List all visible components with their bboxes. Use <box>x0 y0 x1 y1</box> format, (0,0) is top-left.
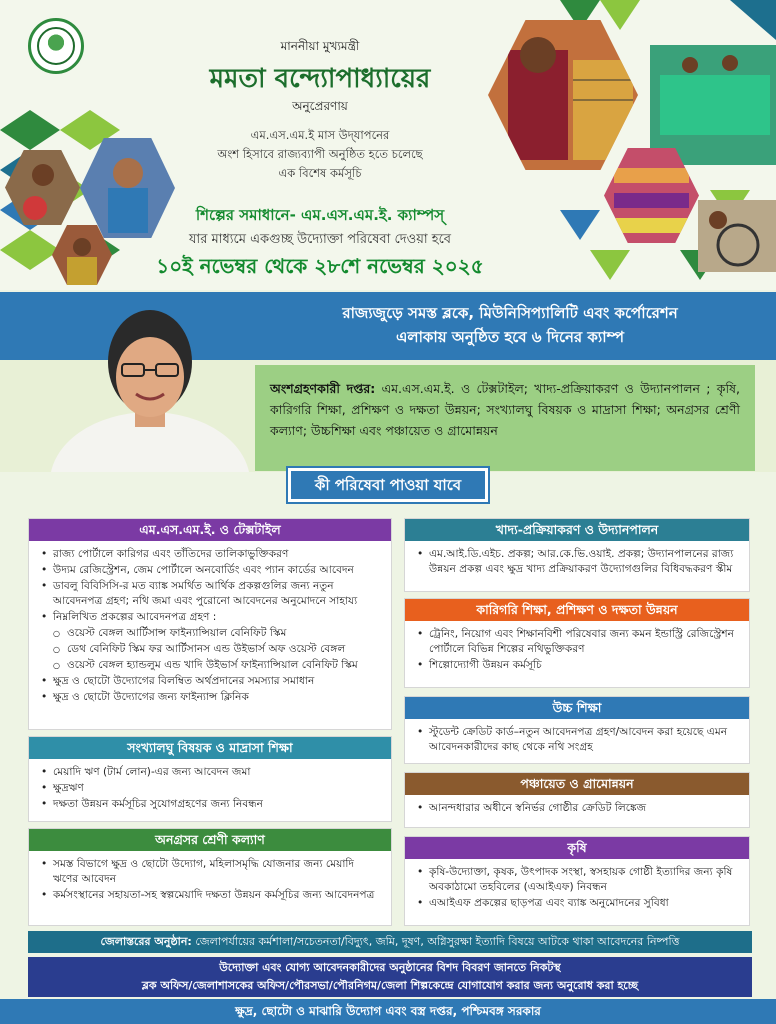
cm-name: মমতা বন্দ্যোপাধ্যায়ের <box>209 64 431 94</box>
chief-minister-portrait <box>40 292 260 472</box>
list-item: • নিম্নলিখিত প্রকল্পের আবেদনপত্র গ্রহণ : <box>41 610 381 625</box>
list-subitem: ○ ওয়েস্ট বেঙ্গল আর্টিসান্স ফাইন্যান্সিয়াল বেনিফিট স্কিম <box>41 626 381 641</box>
factory-work-photo <box>650 45 776 165</box>
departments-label: অংশগ্রহণকারী দপ্তর: <box>270 381 376 396</box>
panel-title: কৃষি <box>405 837 749 859</box>
campaign-subtagline: যার মাধ্যমে একগুচ্ছ উদ্যোক্তা পরিষেবা দেওয়া হবে <box>188 232 452 247</box>
contact-info-strip <box>28 957 752 997</box>
service-list <box>405 541 749 582</box>
higher-education-panel <box>404 696 750 764</box>
list-item: • দক্ষতা উন্নয়ন কর্মসূচির সুযোগগ্রহণের জন্য নিবন্ধন <box>41 797 381 812</box>
description-line: এম.এস.এম.ই মাস উদ্‌যাপনের <box>250 128 390 142</box>
panel-title: সংখ্যালঘু বিষয়ক ও মাদ্রাসা শিক্ষা <box>29 737 391 759</box>
list-subitem: ○ ওয়েস্ট বেঙ্গল হ্যান্ডলুম এন্ড খাদি উইভার্স ফাইন্যান্সিয়াল বেনিফিট স্কিম <box>41 658 381 673</box>
panel-title: কারিগরি শিক্ষা, প্রশিক্ষণ ও দক্ষতা উন্নয়ন <box>405 599 749 621</box>
list-item: • কর্মসংস্থানের সহায়তা-সহ স্বল্পমেয়াদি দক্ষতা উন্নয়ন কর্মসূচির জন্য আবেদনপত্র <box>41 888 381 903</box>
participating-departments <box>270 378 740 441</box>
service-list <box>29 759 391 817</box>
district-text: জেলাপর্যায়ের কর্মশালা/সচেতনতা/বিদ্যুৎ, জমি, দূষণ, অগ্নিসুরক্ষা ইত্যাদি বিষয়ে আটকে থাকা আবেদনের নিষ্পত্তি <box>195 935 680 948</box>
district-program-strip <box>28 931 752 953</box>
service-list <box>29 541 391 710</box>
backward-class-panel <box>28 828 392 926</box>
service-list <box>405 795 749 821</box>
list-item: • সমস্ত বিভাগে ক্ষুদ্র ও ছোটো উদ্যোগ, মহিলাসমৃদ্ধি যোজনার জন্য মেয়াদি ঋণের আবেদন <box>41 857 381 887</box>
list-item: • মেয়াদি ঋণ (টার্ম লোন)-এর জন্য আবেদন জমা <box>41 765 381 780</box>
technical-education-panel <box>404 598 750 688</box>
header-section <box>0 0 776 290</box>
food-processing-panel <box>404 518 750 592</box>
district-label: জেলাস্তরের অনুষ্ঠান: <box>100 935 192 948</box>
banner-text <box>290 301 730 349</box>
list-item: • স্টুডেন্ট ক্রেডিট কার্ড–নতুন আবেদনপত্র গ্রহণ/আবেদন করা হয়েছে এমন আবেদনকারীদের কাছ থেকে নথি সংগ্রহ <box>417 725 739 755</box>
list-item: • এম.আই.ডি.এইচ. প্রকল্প; আর.কে.ভি.ওয়াই. প্রকল্প; উদ্যানপালনের রাজ্য উন্নয়ন প্রকল্প এবং ক্ষুদ্র খাদ্য প্রক্রিয়াকরণ উদ্যোগগুলির বিধিবদ্ধকরণ স্কীম <box>417 547 739 577</box>
minority-affairs-panel <box>28 736 392 822</box>
banner-line: রাজ্যজুড়ে সমস্ত ব্লকে, মিউনিসিপ্যালিটি এবং কর্পোরেশন <box>342 304 678 322</box>
panel-title: এম.এস.এম.ই. ও টেক্সটাইল <box>29 519 391 541</box>
msme-textile-panel <box>28 518 392 730</box>
list-item: • এআইএফ প্রকল্পের ছাড়পত্র এবং ব্যাঙ্ক অনুমোদনের সুবিধা <box>417 896 739 911</box>
service-list <box>29 851 391 908</box>
panel-title: খাদ্য-প্রক্রিয়াকরণ ও উদ্যানপালন <box>405 519 749 541</box>
departments-list: এম.এস.এম.ই. ও টেক্সটাইল; খাদ্য-প্রক্রিয়াকরণ ও উদ্যানপালন ; কৃষি, কারিগরি শিক্ষা, প্রশিক্ষণ ও দক্ষতা উন্নয়ন; সংখ্যালঘু বিষয়ক ও মাদ্রাসা শিক্ষা; অনগ্রসর শ্রেণী কল্যাণ; উচ্চশিক্ষা এবং পঞ্চায়েত ও গ্রামোন্নয়ন <box>270 381 740 438</box>
list-item: • ট্রেনিং, নিয়োগ এবং শিক্ষানবিশী পরিষেবার জন্য কমন ইন্ডাস্ট্রি রেজিস্ট্রেশন পোর্টালে বিভিন্ন শিল্পের নথিভুক্তিকরণ <box>417 627 739 657</box>
list-item: • ক্ষুদ্র ও ছোটো উদ্যোগের বিলম্বিত অর্থপ্রদানের সমস্যার সমাধান <box>41 674 381 689</box>
event-description <box>160 126 480 183</box>
description-line: এক বিশেষ কর্মসূচি <box>278 166 362 180</box>
list-item: • ডাবলু বিবিসিসি-র মত ব্যাঙ্ক সমর্থিত আর্থিক প্রকল্পগুলির জন্য নতুন আবেদনপত্র গ্রহণ; নথি জমা এবং পুরোনো আবেদনের অনুমোদনে সাহায্য <box>41 579 381 609</box>
service-list <box>405 621 749 678</box>
list-item: • ক্ষুদ্রঋণ <box>41 781 381 796</box>
agriculture-panel <box>404 836 750 926</box>
cm-title: মাননীয়া মুখ্যমন্ত্রী <box>280 39 360 53</box>
list-item: • উদ্যম রেজিস্ট্রেশন, জেম পোর্টালে অনবোর্ডিং এবং প্যান কার্ডের আবেদন <box>41 563 381 578</box>
inspiration-text: অনুপ্রেরণায় <box>292 99 348 113</box>
department-footer: ক্ষুদ্র, ছোটো ও মাঝারি উদ্যোগ এবং বস্ত্র দপ্তর, পশ্চিমবঙ্গ সরকার <box>0 999 776 1024</box>
campaign-tagline: শিল্পের সমাধানে- এম.এস.এম.ই. ক্যাম্পস্‌ <box>195 206 445 224</box>
description-line: অংশ হিসাবে রাজ্যব্যাপী অনুষ্ঠিত হতে চলেছে <box>217 147 423 161</box>
government-seal-logo <box>28 18 84 74</box>
list-item: • কৃষি-উদ্যোক্তা, কৃষক, উৎপাদক সংস্থা, স্বসহায়ক গোষ্ঠী ইত্যাদির জন্য কৃষি অবকাঠামো তহবিলের (এআইএফ) নিবন্ধন <box>417 865 739 895</box>
panel-title: অনগ্রসর শ্রেণী কল্যাণ <box>29 829 391 851</box>
list-item: • ক্ষুদ্র ও ছোটো উদ্যোগের জন্য ফাইন্যান্স ক্লিনিক <box>41 690 381 705</box>
campaign-dates: ১০ই নভেম্বর থেকে ২৮শে নভেম্বর ২০২৫ <box>156 254 484 278</box>
contact-line: উদ্যোক্তা এবং যোগ্য আবেদনকারীদের অনুষ্ঠানের বিশদ বিবরণ জানতে নিকটস্থ <box>219 961 561 974</box>
panchayat-panel <box>404 772 750 828</box>
contact-line: ব্লক অফিস/জেলাশাসকের অফিস/পৌরসভা/পৌরনিগম/জেলা শিল্পকেন্দ্রে যোগাযোগ করার জন্য অনুরোধ করা হচ্ছে <box>141 979 639 992</box>
list-subitem: ○ ডেথ বেনিফিট স্কিম ফর আর্টিসানস এন্ড উইভার্স অফ ওয়েস্ট বেঙ্গল <box>41 642 381 657</box>
services-heading: কী পরিষেবা পাওয়া যাবে <box>288 468 488 502</box>
panel-title: উচ্চ শিক্ষা <box>405 697 749 719</box>
bicycle-workshop-photo <box>698 200 776 272</box>
banner-line: এলাকায় অনুষ্ঠিত হবে ৬ দিনের ক্যাম্প <box>396 328 624 346</box>
panel-title: পঞ্চায়েত ও গ্রামোন্নয়ন <box>405 773 749 795</box>
service-list <box>405 719 749 760</box>
list-item: • শিল্পোদ্যোগী উন্নয়ন কর্মসূচি <box>417 658 739 673</box>
list-item: • রাজ্য পোর্টালে কারিগর এবং তাঁতিদের তালিকাভুক্তিকরণ <box>41 547 381 562</box>
service-list <box>405 859 749 916</box>
list-item: • আনন্দধারার অধীনে স্বনির্ভর গোষ্ঠীর ক্রেডিট লিঙ্কেজ <box>417 801 739 816</box>
